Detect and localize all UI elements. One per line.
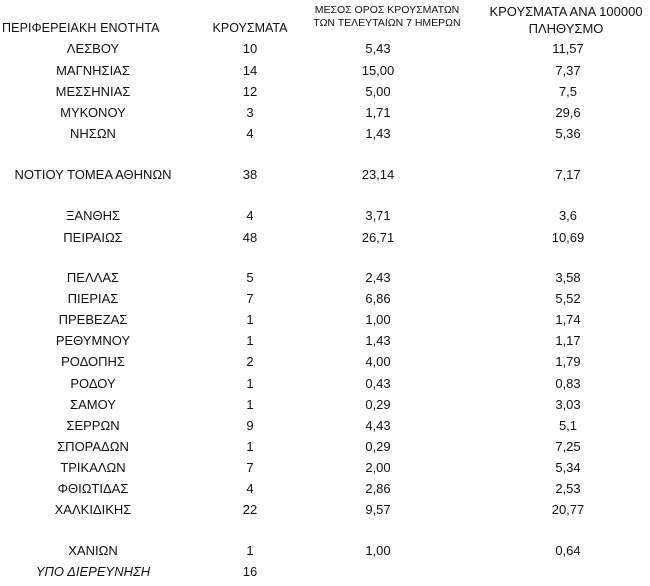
cases-value: 3 [246,105,254,120]
region-name: ΣΕΡΡΩΝ [66,418,120,433]
header-region: ΠΕΡΙΦΕΡΕΙΑΚΗ ΕΝΟΤΗΤΑ [2,21,160,35]
header-avg-line1: ΜΕΣΟΣ ΟΡΟΣ ΚΡΟΥΣΜΑΤΩΝ [314,4,460,16]
region-name: ΡΟΔΟΥ [70,376,116,391]
table-row [0,437,650,458]
cases-value: 14 [242,63,258,78]
region-name: ΠΕΙΡΑΙΩΣ [63,230,123,245]
table-row [0,206,650,227]
cases-value: 1 [246,312,254,327]
average-value: 9,57 [365,502,391,517]
region-name: ΜΕΣΣΗΝΙΑΣ [55,84,131,99]
region-name: ΤΡΙΚΑΛΩΝ [60,460,126,475]
average-value: 3,71 [365,208,391,223]
cases-value: 7 [246,460,254,475]
region-name: ΣΠΟΡΑΔΩΝ [57,439,129,454]
average-value: 0,29 [365,439,391,454]
table-row [0,458,650,479]
average-value: 1,43 [365,333,391,348]
average-value: 6,86 [365,291,391,306]
cases-value: 1 [246,333,254,348]
region-name: ΠΡΕΒΕΖΑΣ [58,312,128,327]
header-per-line2: ΠΛΗΘΥΣΜΟ [528,21,604,36]
cases-value: 1 [246,376,254,391]
per-100000-value: 3,58 [555,270,581,285]
per-100000-value: 1,74 [555,312,581,327]
cases-value: 22 [242,502,258,517]
per-100000-value: 7,25 [555,439,581,454]
cases-value: 48 [242,230,258,245]
region-name: ΛΕΣΒΟΥ [66,41,120,56]
table-row [0,541,650,562]
per-100000-value: 29,6 [555,105,581,120]
average-value: 0,43 [365,376,391,391]
region-name: ΜΥΚΟΝΟΥ [60,105,126,120]
table-row [0,82,650,103]
table-row [0,268,650,289]
table-row [0,103,650,124]
average-value: 5,00 [365,84,391,99]
region-name: ΝΟΤΙΟΥ ΤΟΜΕΑ ΑΘΗΝΩΝ [14,167,172,182]
cases-value: 2 [246,354,254,369]
table-row [0,331,650,352]
header-cases: ΚΡΟΥΣΜΑΤΑ [212,21,288,35]
cases-value: 4 [246,126,254,141]
header-per-line1: ΚΡΟΥΣΜΑΤΑ ΑΝΑ 100000 [489,4,643,19]
table-row [0,310,650,331]
per-100000-value: 2,53 [555,481,581,496]
region-name: ΡΕΘΥΜΝΟΥ [55,333,131,348]
cases-value: 38 [242,167,258,182]
cases-value: 4 [246,481,254,496]
region-name: ΜΑΓΝΗΣΙΑΣ [56,63,130,78]
region-name: ΝΗΣΩΝ [70,126,116,141]
table-row [0,374,650,395]
per-100000-value: 3,03 [555,397,581,412]
per-100000-value: 10,69 [551,230,585,245]
cases-value: 5 [246,270,254,285]
average-value: 23,14 [361,167,395,182]
region-name: ΥΠΟ ΔΙΕΡΕΥΝΗΣΗ [35,564,151,579]
average-value: 2,00 [365,460,391,475]
average-value: 1,43 [365,126,391,141]
average-value: 2,86 [365,481,391,496]
per-100000-value: 0,83 [555,376,581,391]
table-row [0,562,650,583]
average-value: 1,00 [365,312,391,327]
per-100000-value: 1,79 [555,354,581,369]
average-value: 4,00 [365,354,391,369]
region-name: ΡΟΔΟΠΗΣ [61,354,125,369]
region-name: ΞΑΝΘΗΣ [65,208,121,223]
cases-value: 4 [246,208,254,223]
header-cases-per-100000 [480,3,650,37]
table-row [0,352,650,373]
average-value: 1,00 [365,543,391,558]
per-100000-value: 5,52 [555,291,581,306]
per-100000-value: 1,17 [555,333,581,348]
per-100000-value: 5,36 [555,126,581,141]
table-row [0,165,650,186]
region-name: ΣΑΜΟΥ [70,397,116,412]
table-row [0,124,650,145]
region-name: ΠΕΛΛΑΣ [66,270,120,285]
header-avg-line2: ΤΩΝ ΤΕΛΕΥΤΑΙΩΝ 7 ΗΜΕΡΩΝ [313,17,461,29]
table-row [0,395,650,416]
per-100000-value: 5,1 [558,418,578,433]
per-100000-value: 20,77 [551,502,585,517]
table-row [0,228,650,249]
region-name: ΧΑΝΙΩΝ [68,543,118,558]
per-100000-value: 0,64 [555,543,581,558]
cases-value: 9 [246,418,254,433]
table-row [0,39,650,60]
cases-value: 12 [242,84,258,99]
table-row [0,61,650,82]
per-100000-value: 5,34 [555,460,581,475]
average-value: 15,00 [361,63,395,78]
region-name: ΦΘΙΩΤΙΔΑΣ [57,481,129,496]
region-name: ΠΙΕΡΙΑΣ [67,291,119,306]
average-value: 0,29 [365,397,391,412]
cases-value: 1 [246,397,254,412]
per-100000-value: 11,57 [552,41,584,56]
per-100000-value: 7,5 [558,84,578,99]
per-100000-value: 3,6 [558,208,578,223]
average-value: 4,43 [365,418,391,433]
per-100000-value: 7,17 [555,167,581,182]
average-value: 5,43 [365,41,391,56]
cases-value: 16 [242,564,258,579]
table-row [0,416,650,437]
cases-value: 1 [246,439,254,454]
table-row [0,479,650,500]
average-value: 1,71 [365,105,391,120]
cases-value: 1 [246,543,254,558]
header-seven-day-average [293,4,481,30]
per-100000-value: 7,37 [555,63,581,78]
cases-value: 10 [242,41,258,56]
region-name: ΧΑΛΚΙΔΙΚΗΣ [54,502,132,517]
average-value: 26,71 [361,230,395,245]
table-row [0,500,650,521]
average-value: 2,43 [365,270,391,285]
cases-value: 7 [246,291,254,306]
table-row [0,289,650,310]
